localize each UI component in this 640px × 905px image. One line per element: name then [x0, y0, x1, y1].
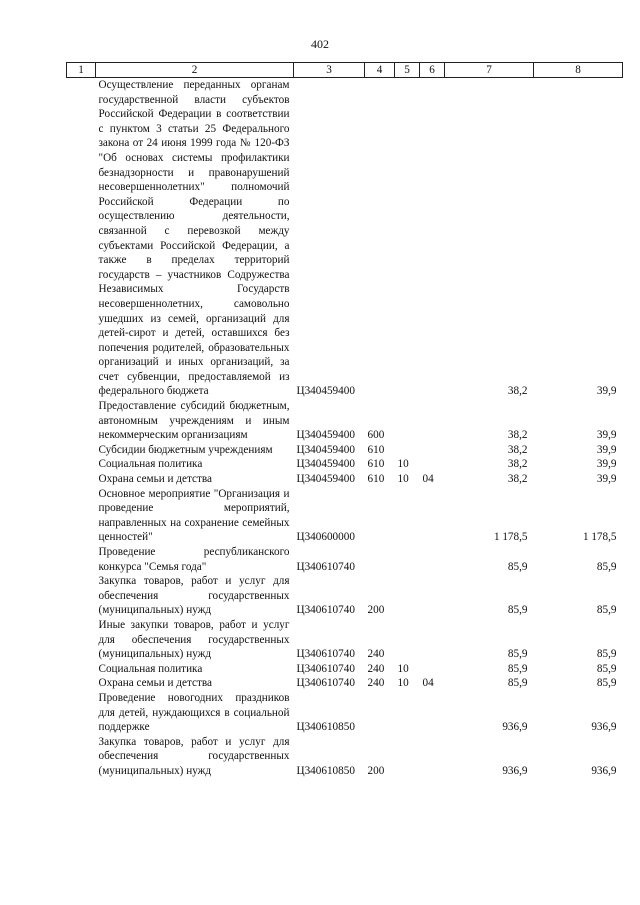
row-pr-cell — [420, 443, 445, 458]
table-row — [67, 472, 623, 487]
row-value-2023-cell: 85,9 — [596, 604, 617, 617]
row-code-cell: Ц340610740 — [296, 604, 355, 617]
row-index-cell — [67, 457, 96, 472]
row-value-2023-cell: 39,9 — [596, 473, 617, 486]
header-cell-col3: 3 — [294, 63, 365, 78]
row-code-cell: Ц340610740 — [296, 560, 355, 573]
row-value-2022-cell: 85,9 — [507, 560, 528, 573]
header-cell-col8: 8 — [534, 63, 623, 78]
row-code-cell: Ц340610740 — [296, 677, 355, 690]
row-vr-cell — [365, 78, 395, 400]
row-index-cell — [67, 574, 96, 618]
table-header — [67, 63, 623, 78]
row-name-cell: Осуществление переданных органам государственной власти субъектов Российской Федерации в соответствии с пунктом 3 статьи 25 Федерального закона от 24 июня 1999 года № 120-ФЗ "Об основах системы профилактики безнадзорности и правонарушений несовершеннолетних" полномочий Российской Федерации по осуществлению деятельности, связанной с перевозкой между субъектами Российской Федерации, а также в пределах территорий государств – участников Содружества Независимых Государств несовершеннолетних, самовольно ушедших из семей, организаций для детей-сирот и детей, оставшихся без попечения родителей, образовательных организаций и иных организаций, за счет субвенции, предоставляемой из федерального бюджета — [98, 79, 290, 398]
table-row — [67, 618, 623, 662]
row-value-2022-cell: 38,2 — [507, 473, 528, 486]
row-index-cell — [67, 545, 96, 574]
header-cell-col5: 5 — [395, 63, 420, 78]
table-row — [67, 574, 623, 618]
row-pr-cell — [420, 574, 445, 618]
row-index-cell — [67, 487, 96, 545]
row-vr-cell: 240 — [367, 677, 385, 690]
row-name-cell: Социальная политика — [98, 662, 203, 675]
row-value-2023-cell: 85,9 — [596, 560, 617, 573]
row-rz-cell — [395, 574, 420, 618]
header-row — [67, 63, 623, 78]
header-cell-col4: 4 — [365, 63, 395, 78]
row-pr-cell — [420, 618, 445, 662]
row-code-cell: Ц340459400 — [296, 458, 355, 471]
row-vr-cell: 200 — [367, 764, 385, 777]
row-rz-cell — [395, 487, 420, 545]
row-vr-cell: 240 — [367, 648, 385, 661]
table-row — [67, 691, 623, 735]
row-pr-cell — [420, 487, 445, 545]
row-value-2023-cell: 39,9 — [596, 458, 617, 471]
row-rz-cell — [395, 443, 420, 458]
row-index-cell — [67, 662, 96, 677]
table-row — [67, 487, 623, 545]
row-rz-cell — [395, 735, 420, 779]
row-value-2022-cell: 1 178,5 — [493, 531, 528, 544]
row-index-cell — [67, 676, 96, 691]
row-value-2023-cell: 39,9 — [596, 429, 617, 442]
row-value-2022-cell: 85,9 — [507, 677, 528, 690]
row-rz-cell — [395, 399, 420, 443]
row-rz-cell: 10 — [397, 662, 409, 675]
header-cell-col6: 6 — [420, 63, 445, 78]
row-value-2022-cell: 38,2 — [507, 443, 528, 456]
row-code-cell: Ц340459400 — [296, 429, 355, 442]
row-name-cell: Проведение новогодних праздников для детей, нуждающихся в социальной поддержке — [98, 691, 290, 734]
row-value-2022-cell: 85,9 — [507, 648, 528, 661]
row-value-2022-cell: 38,2 — [507, 385, 528, 398]
row-rz-cell — [395, 691, 420, 735]
table-row — [67, 457, 623, 472]
row-value-2023-cell: 85,9 — [596, 677, 617, 690]
row-index-cell — [67, 472, 96, 487]
row-rz-cell — [395, 618, 420, 662]
row-name-cell: Иные закупки товаров, работ и услуг для обеспечения государственных (муниципальных) нужд — [98, 618, 290, 661]
row-value-2022-cell: 38,2 — [507, 429, 528, 442]
row-code-cell: Ц340459400 — [296, 473, 355, 486]
row-name-cell: Закупка товаров, работ и услуг для обеспечения государственных (муниципальных) нужд — [98, 575, 290, 617]
row-vr-cell — [365, 691, 395, 735]
row-pr-cell — [420, 457, 445, 472]
row-name-cell: Проведение республиканского конкурса "Семья года" — [98, 546, 290, 573]
row-vr-cell: 610 — [367, 473, 385, 486]
row-pr-cell — [420, 78, 445, 400]
row-code-cell: Ц340610850 — [296, 721, 355, 734]
row-value-2023-cell: 85,9 — [596, 662, 617, 675]
row-name-cell: Предоставление субсидий бюджетным, автономным учреждениям и иным некоммерческим организациям — [98, 400, 290, 442]
table-row — [67, 78, 623, 400]
table-row — [67, 545, 623, 574]
row-name-cell: Основное мероприятие "Организация и проведение мероприятий, направленных на сохранение семейных ценностей" — [98, 487, 290, 544]
row-value-2023-cell: 1 178,5 — [582, 531, 617, 544]
row-code-cell: Ц340600000 — [296, 531, 355, 544]
row-code-cell: Ц340459400 — [296, 385, 355, 398]
row-rz-cell: 10 — [397, 458, 409, 471]
row-vr-cell: 600 — [367, 429, 385, 442]
table-row — [67, 662, 623, 677]
row-code-cell: Ц340610850 — [296, 764, 355, 777]
header-cell-col1: 1 — [67, 63, 96, 78]
row-pr-cell — [420, 662, 445, 677]
row-index-cell — [67, 443, 96, 458]
table-row — [67, 735, 623, 779]
row-pr-cell — [420, 735, 445, 779]
header-cell-col2: 2 — [96, 63, 294, 78]
page-number: 402 — [311, 37, 329, 51]
row-vr-cell — [365, 545, 395, 574]
row-value-2022-cell: 936,9 — [502, 764, 528, 777]
row-value-2023-cell: 85,9 — [596, 648, 617, 661]
row-code-cell: Ц340610740 — [296, 662, 355, 675]
row-name-cell: Охрана семьи и детства — [98, 473, 212, 486]
row-vr-cell — [365, 487, 395, 545]
row-name-cell: Охрана семьи и детства — [98, 677, 212, 690]
row-pr-cell — [420, 545, 445, 574]
row-name-cell: Социальная политика — [98, 458, 203, 471]
row-value-2022-cell: 85,9 — [507, 604, 528, 617]
table-row — [67, 443, 623, 458]
row-name-cell: Закупка товаров, работ и услуг для обеспечения государственных (муниципальных) нужд — [98, 735, 290, 777]
budget-table — [66, 62, 623, 779]
row-value-2023-cell: 936,9 — [591, 721, 617, 734]
row-value-2022-cell: 38,2 — [507, 458, 528, 471]
row-rz-cell — [395, 545, 420, 574]
row-name-cell: Субсидии бюджетным учреждениям — [98, 443, 273, 456]
row-index-cell — [67, 618, 96, 662]
row-pr-cell — [420, 691, 445, 735]
row-value-2023-cell: 39,9 — [596, 385, 617, 398]
row-vr-cell: 200 — [367, 604, 385, 617]
row-index-cell — [67, 78, 96, 400]
row-value-2023-cell: 936,9 — [591, 764, 617, 777]
table-row — [67, 676, 623, 691]
row-value-2023-cell: 39,9 — [596, 443, 617, 456]
row-vr-cell: 610 — [367, 458, 385, 471]
row-vr-cell: 240 — [367, 662, 385, 675]
row-rz-cell — [395, 78, 420, 400]
header-cell-col7: 7 — [445, 63, 534, 78]
row-value-2022-cell: 936,9 — [502, 721, 528, 734]
table-row — [67, 399, 623, 443]
row-index-cell — [67, 399, 96, 443]
row-pr-cell: 04 — [422, 473, 434, 486]
row-rz-cell: 10 — [397, 677, 409, 690]
row-pr-cell — [420, 399, 445, 443]
row-value-2022-cell: 85,9 — [507, 662, 528, 675]
row-pr-cell: 04 — [422, 677, 434, 690]
row-code-cell: Ц340610740 — [296, 648, 355, 661]
row-rz-cell: 10 — [397, 473, 409, 486]
row-index-cell — [67, 735, 96, 779]
table-body — [67, 78, 623, 779]
row-vr-cell: 610 — [367, 443, 385, 456]
row-index-cell — [67, 691, 96, 735]
row-code-cell: Ц340459400 — [296, 443, 355, 456]
